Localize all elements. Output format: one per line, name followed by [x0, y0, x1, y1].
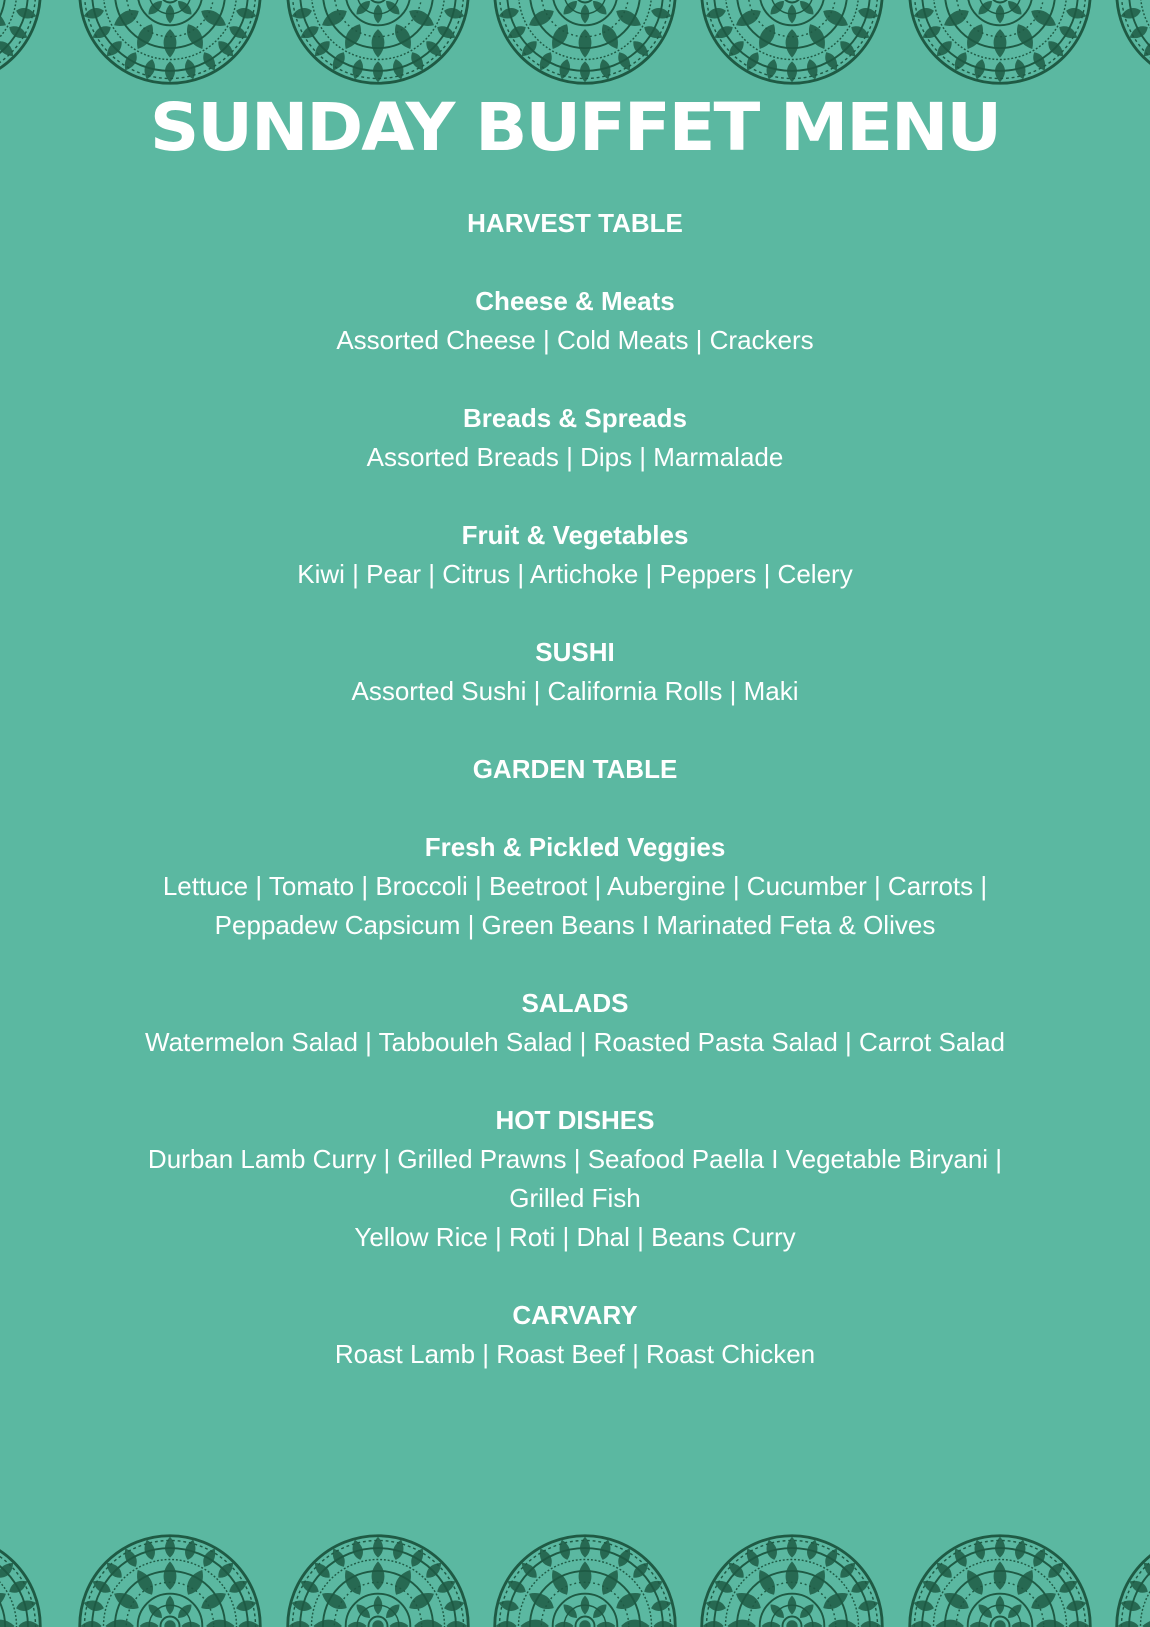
hot-dishes-items-line3: Yellow Rice | Roti | Dhal | Beans Curry	[354, 1222, 796, 1252]
harvest-table-heading: HARVEST TABLE	[467, 208, 683, 238]
fresh-pickled-items-line2: Peppadew Capsicum | Green Beans I Marinated Feta & Olives	[214, 910, 936, 940]
mandala-icon	[0, 0, 45, 88]
sushi-items: Assorted Sushi | California Rolls | Maki	[351, 676, 799, 706]
mandala-icon	[75, 0, 265, 88]
hot-dishes-items-line1: Durban Lamb Curry | Grilled Prawns | Seafood Paella I Vegetable Biryani |	[147, 1144, 1003, 1174]
hot-dishes-items-line2: Grilled Fish	[509, 1183, 641, 1213]
mandala-icon	[490, 0, 680, 88]
mandala-icon	[1112, 1531, 1150, 1627]
breads-spreads-heading: Breads & Spreads	[463, 403, 687, 433]
cheese-meats-heading: Cheese & Meats	[475, 286, 675, 316]
garden-table-heading: GARDEN TABLE	[472, 754, 678, 784]
mandala-icon	[905, 1531, 1095, 1627]
carvary-items: Roast Lamb | Roast Beef | Roast Chicken	[334, 1339, 816, 1369]
carvary-heading: CARVARY	[512, 1300, 638, 1330]
mandala-icon	[75, 1531, 265, 1627]
mandala-icon	[905, 0, 1095, 88]
salads-items: Watermelon Salad | Tabbouleh Salad | Roasted Pasta Salad | Carrot Salad	[145, 1027, 1005, 1057]
top-ornament-border	[0, 0, 1150, 100]
page-title: SUNDAY BUFFET MENU	[149, 89, 1001, 166]
salads-heading: SALADS	[521, 988, 629, 1018]
mandala-icon	[1112, 0, 1150, 88]
bottom-ornament-border	[0, 1527, 1150, 1627]
fruit-vegetables-items: Kiwi | Pear | Citrus | Artichoke | Peppers | Celery	[297, 559, 853, 589]
fresh-pickled-heading: Fresh & Pickled Veggies	[424, 832, 726, 862]
mandala-icon	[697, 0, 887, 88]
hot-dishes-heading: HOT DISHES	[495, 1105, 655, 1135]
fruit-vegetables-heading: Fruit & Vegetables	[461, 520, 689, 550]
sushi-heading: SUSHI	[535, 637, 615, 667]
cheese-meats-items: Assorted Cheese | Cold Meats | Crackers	[336, 325, 814, 355]
breads-spreads-items: Assorted Breads | Dips | Marmalade	[366, 442, 784, 472]
fresh-pickled-items-line1: Lettuce | Tomato | Broccoli | Beetroot | Aubergine | Cucumber | Carrots |	[162, 871, 988, 901]
mandala-icon	[697, 1531, 887, 1627]
mandala-icon	[0, 1531, 45, 1627]
mandala-icon	[490, 1531, 680, 1627]
mandala-icon	[283, 1531, 473, 1627]
menu-content	[0, 204, 1150, 1374]
mandala-icon	[283, 0, 473, 88]
